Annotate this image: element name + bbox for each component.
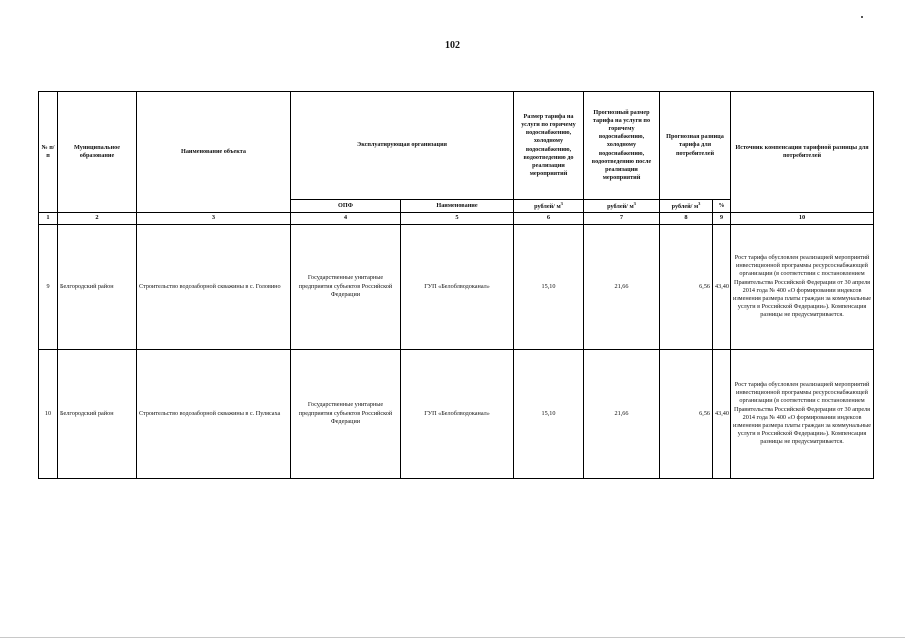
- object-cell: Строительство водозаборной скважины в с. Пулясаха: [137, 349, 291, 478]
- municipality-cell: Белгородский район: [58, 224, 137, 349]
- diff-rub-cell: 6,56: [660, 349, 713, 478]
- header-num: № п/п: [39, 92, 58, 213]
- col-number: 3: [137, 213, 291, 224]
- org-name-cell: ГУП «Белоблводоканал»: [401, 224, 514, 349]
- col-number: 1: [39, 213, 58, 224]
- header-unit-after: рублей/ $м^3$: [584, 200, 660, 213]
- header-forecast-diff: Прогнозная разница тарифа для потребителей: [660, 92, 731, 200]
- header-unit-diff: рублей/ $м^3$: [660, 200, 713, 213]
- tariff-before-cell: 15,10: [514, 224, 584, 349]
- col-number: 5: [401, 213, 514, 224]
- col-number: 7: [584, 213, 660, 224]
- tariff-before-cell: 15,10: [514, 349, 584, 478]
- object-cell: Строительство водозаборной скважины в с. Головино: [137, 224, 291, 349]
- diff-pct-cell: 43,40: [713, 349, 731, 478]
- col-number: 6: [514, 213, 584, 224]
- header-row: [39, 92, 874, 200]
- scan-edge-line: [0, 637, 905, 638]
- col-number: 10: [731, 213, 874, 224]
- col-number: 2: [58, 213, 137, 224]
- column-number-row: [39, 213, 874, 224]
- scan-speck: [861, 16, 863, 18]
- header-object-name: Наименование объекта: [137, 92, 291, 213]
- row-num: 9: [39, 224, 58, 349]
- header-operator: Эксплуатирующая организация: [291, 92, 514, 200]
- header-opf: ОПФ: [291, 200, 401, 213]
- opf-cell: Государственные унитарные предприятия субъектов Российской Федерации: [291, 224, 401, 349]
- row-num: 10: [39, 349, 58, 478]
- header-tariff-size: Размер тарифа на услуги по горячему водоснабжению, холодному водоснабжению, водоотведению до реализации мероприятий: [514, 92, 584, 200]
- header-name: Наименование: [401, 200, 514, 213]
- page-number: 102: [445, 40, 460, 51]
- table-row: [39, 224, 874, 349]
- header-percent: %: [713, 200, 731, 213]
- header-compensation: Источник компенсации тарифной разницы для потребителей: [731, 92, 874, 213]
- tariff-after-cell: 21,66: [584, 349, 660, 478]
- tariff-after-cell: 21,66: [584, 224, 660, 349]
- diff-pct-cell: 43,40: [713, 224, 731, 349]
- table-row: [39, 349, 874, 478]
- col-number: 9: [713, 213, 731, 224]
- municipality-cell: Белгородский район: [58, 349, 137, 478]
- diff-rub-cell: 6,56: [660, 224, 713, 349]
- col-number: 8: [660, 213, 713, 224]
- source-cell: Рост тарифа обусловлен реализацией мероприятий инвестиционной программы ресурсоснабжающей организации (в соответствии с постановлением Правительства Российской Федерации от 30 апреля 2014 года № 400 «О формировании индексов изменения размера платы граждан за коммунальные услуги в Российской Федерации»). Компенсация разницы не предусматривается.: [731, 224, 874, 349]
- col-number: 4: [291, 213, 401, 224]
- source-cell: Рост тарифа обусловлен реализацией мероприятий инвестиционной программы ресурсоснабжающей организации (в соответствии с постановлением Правительства Российской Федерации от 30 апреля 2014 года № 400 «О формировании индексов изменения размера платы граждан за коммунальные услуги в Российской Федерации»). Компенсация разницы не предусматривается.: [731, 349, 874, 478]
- tariff-table: [38, 91, 874, 479]
- header-forecast-tariff: Прогнозный размер тарифа на услуги по горячему водоснабжению, холодному водоснабжению, водоотведению после реализации мероприятий: [584, 92, 660, 200]
- org-name-cell: ГУП «Белоблводоканал»: [401, 349, 514, 478]
- header-unit-before: рублей/ $м^3$: [514, 200, 584, 213]
- opf-cell: Государственные унитарные предприятия субъектов Российской Федерации: [291, 349, 401, 478]
- header-municipality: Муниципальное образование: [58, 92, 137, 213]
